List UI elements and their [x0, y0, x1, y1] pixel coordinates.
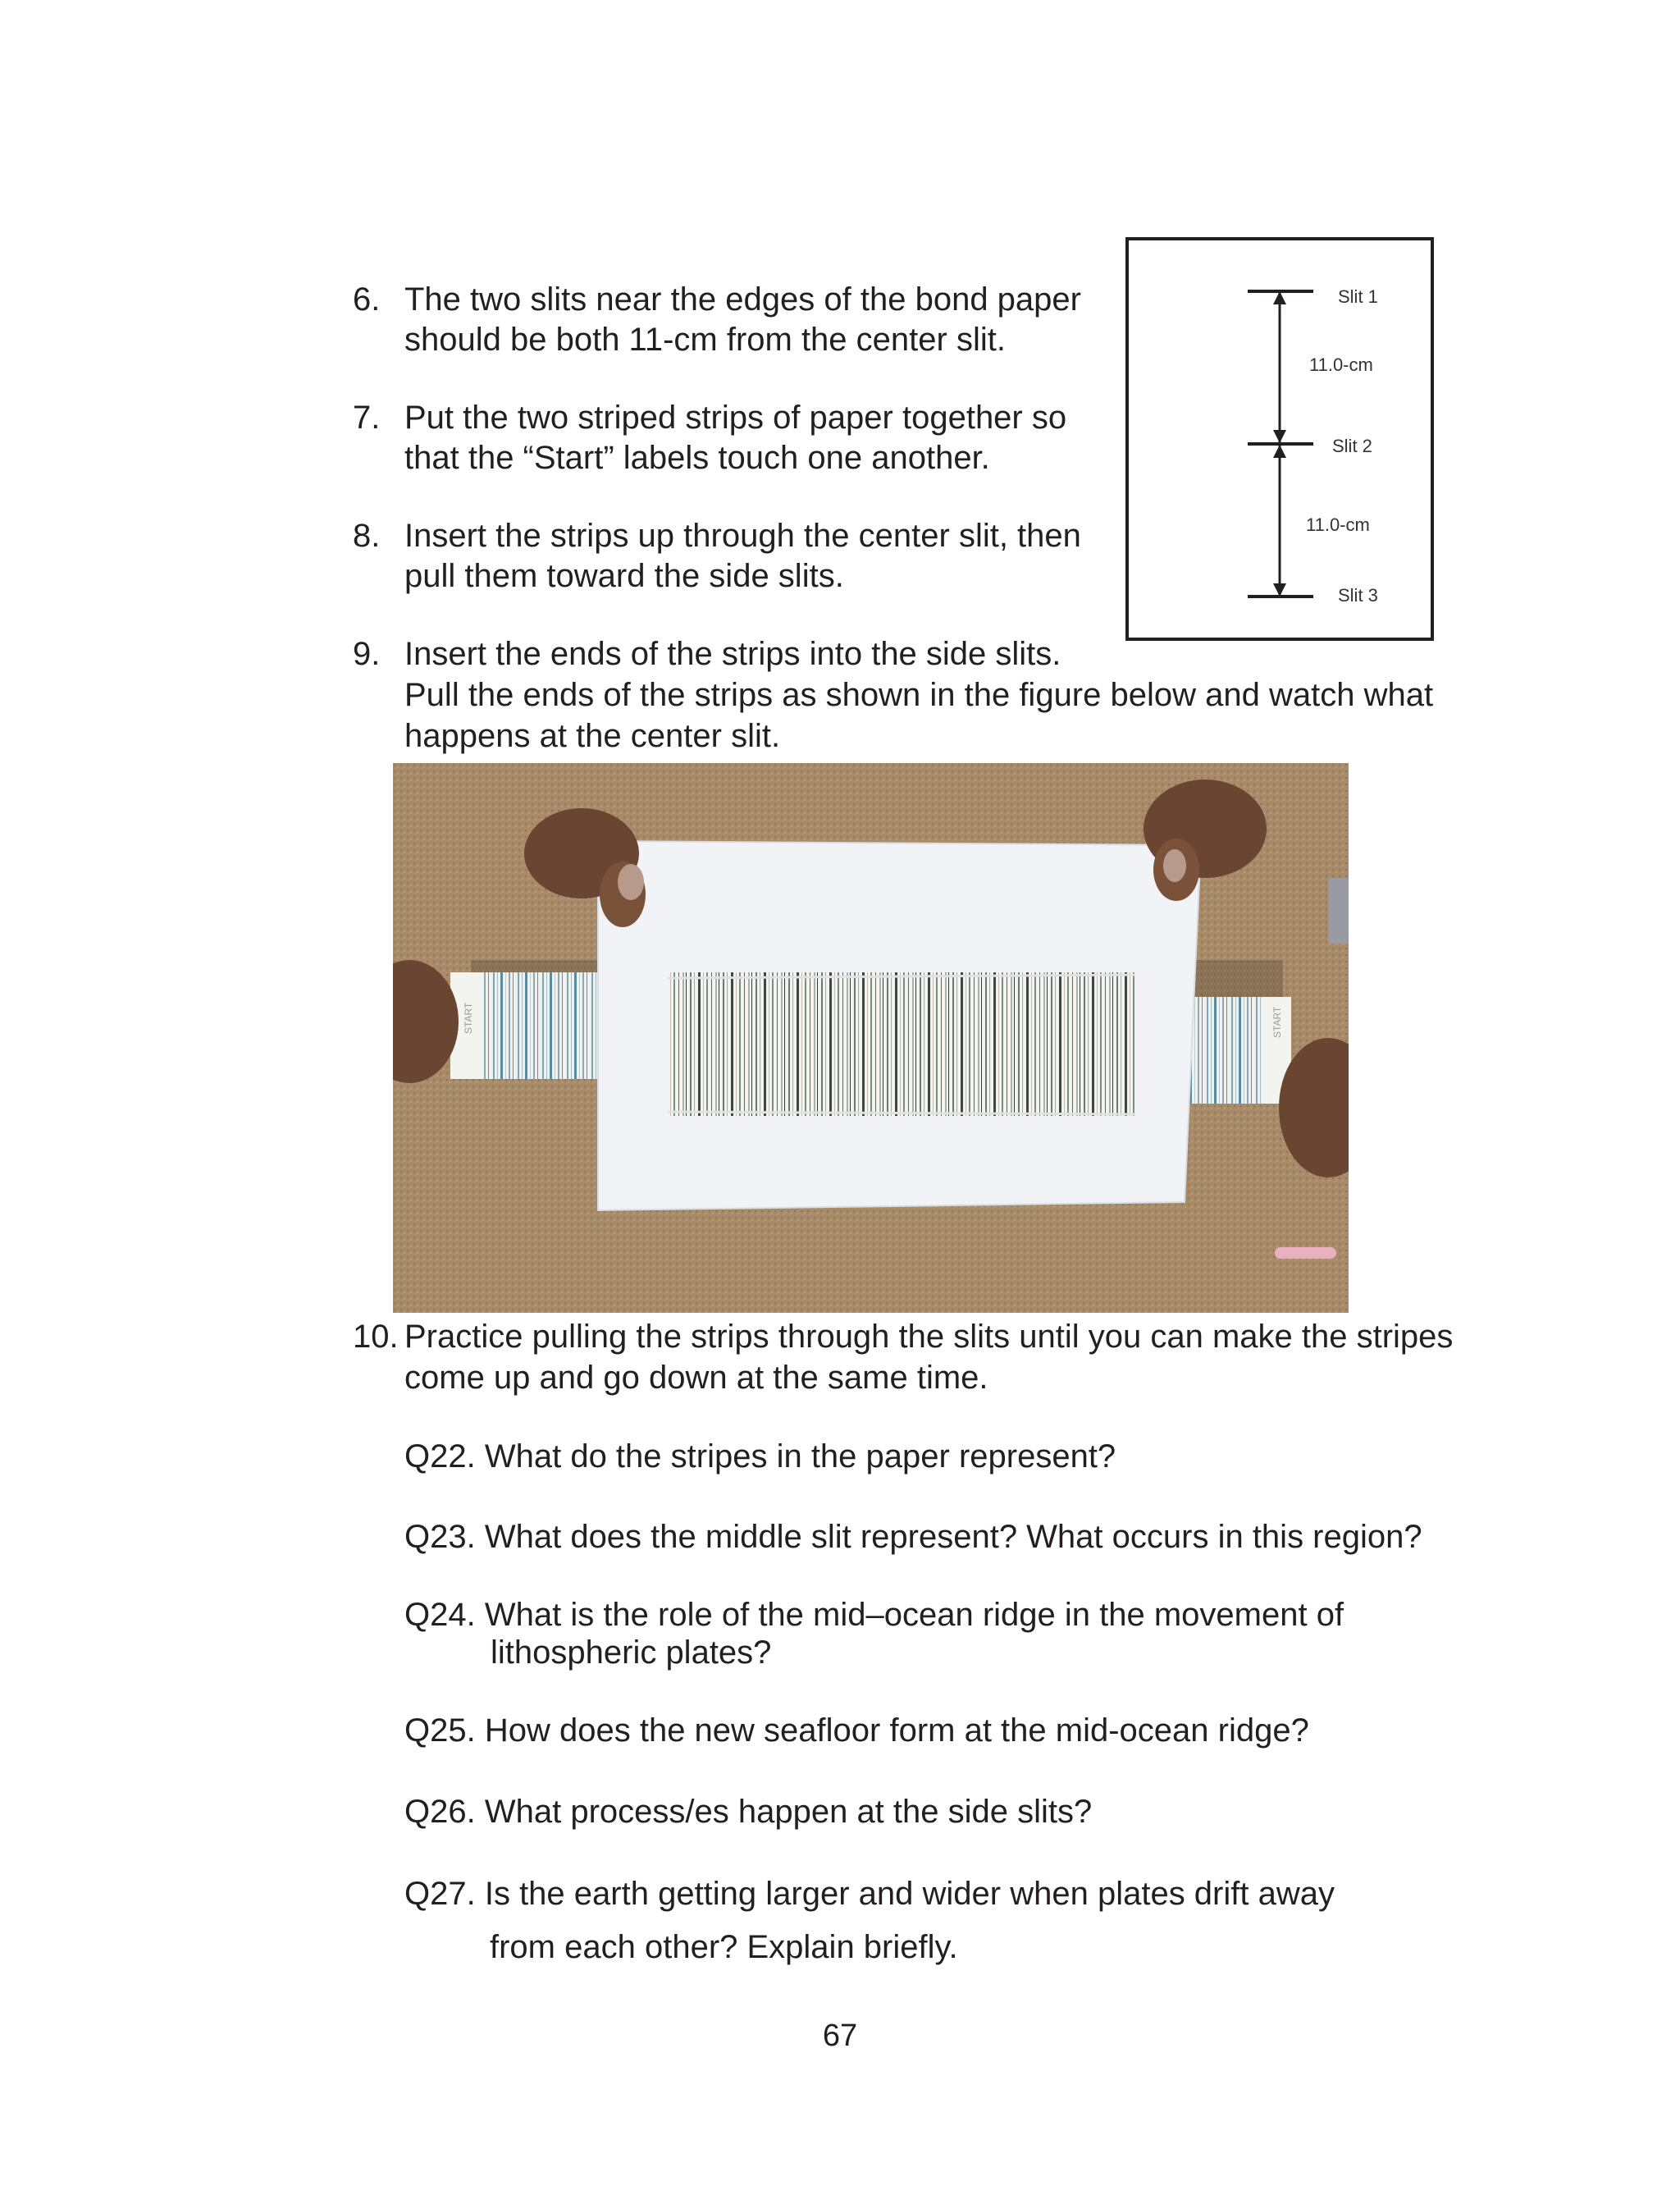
step-10-number: 10.: [353, 1319, 399, 1355]
arrowhead-down-2: [1273, 583, 1286, 597]
question-25-text: How does the new seafloor form at the mid-ocean ridge?: [484, 1712, 1309, 1749]
model-photo: [393, 763, 1349, 1313]
step-6-line-2: should be both 11-cm from the center slit.: [404, 322, 1006, 358]
step-6-line-1: The two slits near the edges of the bond paper: [404, 281, 1081, 318]
slit-1-label: Slit 1: [1338, 286, 1378, 307]
model-photo-drawing: [393, 763, 1349, 1313]
question-27-id: Q27.: [404, 1876, 476, 1912]
step-9-line-1: Insert the ends of the strips into the side slits.: [404, 636, 1061, 672]
question-24-id: Q24.: [404, 1597, 476, 1633]
question-26-id: Q26.: [404, 1794, 476, 1830]
slit-diagram-drawing: [1129, 240, 1431, 638]
page-number: 67: [822, 2019, 858, 2053]
question-22-id: Q22.: [404, 1438, 476, 1474]
slit-diagram: [1125, 237, 1434, 641]
question-27-continuation: from each other? Explain briefly.: [490, 1929, 958, 1965]
step-6-number: 6.: [353, 281, 381, 318]
question-24-continuation: lithospheric plates?: [491, 1634, 772, 1671]
question-25: [404, 1710, 1309, 1751]
question-22-text: What do the stripes in the paper represent?: [484, 1438, 1116, 1474]
step-10-line-1: Practice pulling the strips through the slits until you can make the stripes: [404, 1319, 1454, 1355]
question-23-text: What does the middle slit represent? What occurs in this region?: [484, 1519, 1422, 1555]
slit-2-label: Slit 2: [1332, 436, 1372, 456]
step-9-number: 9.: [353, 636, 381, 672]
center-stripes: [668, 972, 1135, 1116]
left-strip-label: START: [463, 1002, 474, 1034]
question-26-text: What process/es happen at the side slits?: [484, 1794, 1093, 1830]
step-7-number: 7.: [353, 400, 381, 436]
question-23: [404, 1516, 1422, 1557]
step-7-line-1: Put the two striped strips of paper together so: [404, 400, 1067, 436]
slit-3-label: Slit 3: [1338, 585, 1378, 606]
right-strip-label: START: [1271, 1006, 1283, 1038]
arrowhead-down-1: [1273, 430, 1286, 443]
step-9-line-3: happens at the center slit.: [404, 718, 781, 754]
distance-label-2: 11.0-cm: [1306, 514, 1370, 535]
question-23-id: Q23.: [404, 1519, 476, 1555]
step-8-number: 8.: [353, 518, 381, 554]
arrowhead-up-1: [1273, 291, 1286, 304]
question-24: [404, 1594, 1344, 1635]
bracelet: [1275, 1247, 1336, 1259]
question-24-text-1: What is the role of the mid–ocean ridge in the movement of: [484, 1597, 1344, 1633]
step-7-line-2: that the “Start” labels touch one another.: [404, 440, 990, 476]
distance-label-1: 11.0-cm: [1309, 354, 1373, 375]
step-8-line-2: pull them toward the side slits.: [404, 558, 844, 594]
step-10-line-2: come up and go down at the same time.: [404, 1360, 988, 1396]
step-9-line-2: Pull the ends of the strips as shown in the figure below and watch what: [404, 677, 1434, 713]
question-22: [404, 1436, 1116, 1477]
question-25-id: Q25.: [404, 1712, 476, 1749]
question-27-text-1: Is the earth getting larger and wider when plates drift away: [484, 1876, 1335, 1912]
question-27: [404, 1873, 1335, 1914]
question-26: [404, 1791, 1092, 1832]
step-8-line-1: Insert the strips up through the center slit, then: [404, 518, 1081, 554]
arrowhead-up-2: [1273, 445, 1286, 458]
